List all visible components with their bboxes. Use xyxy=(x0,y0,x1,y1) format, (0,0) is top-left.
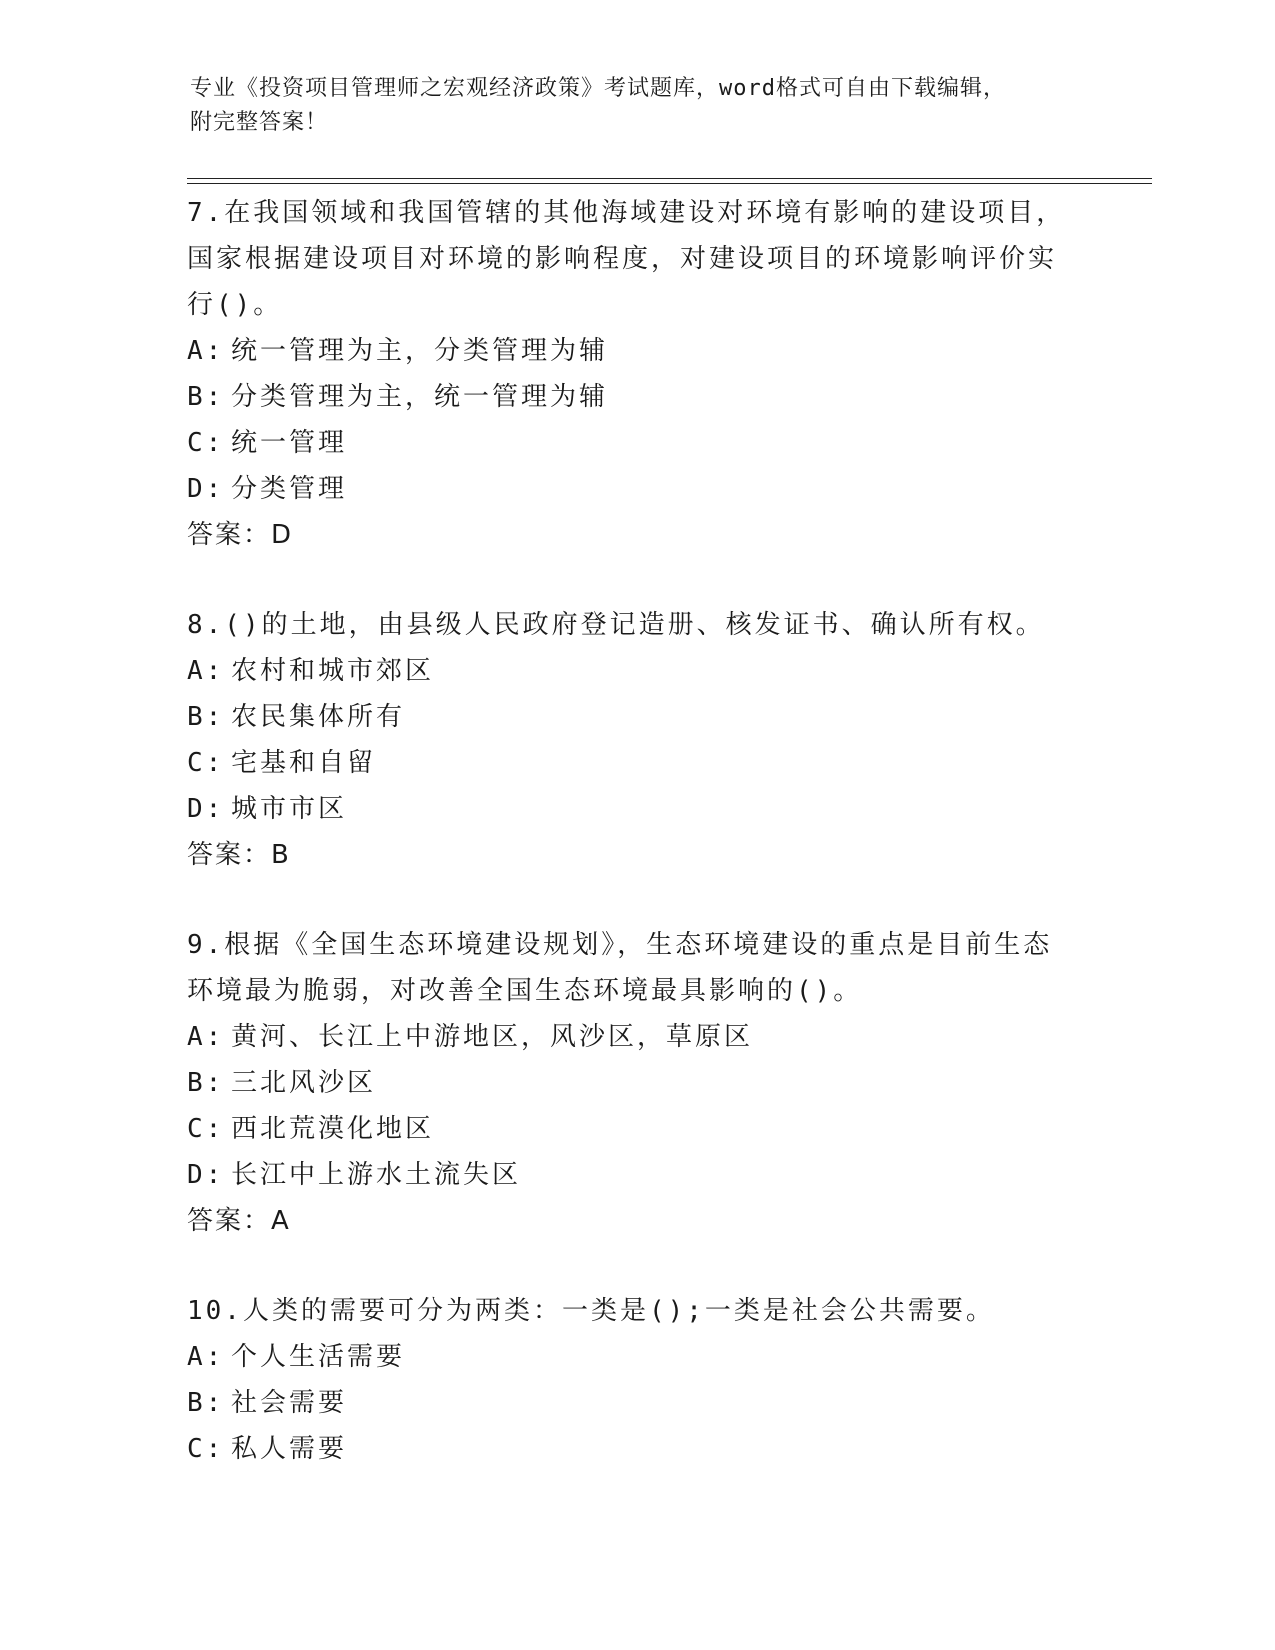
option-text: 黄河、长江上中游地区，风沙区，草原区 xyxy=(231,1022,754,1052)
question-stem-line: 行()。 xyxy=(187,290,283,320)
option-b xyxy=(187,1060,1067,1106)
option-a xyxy=(187,1334,1067,1380)
answer-line: 答案：B xyxy=(187,840,291,870)
question-9 xyxy=(187,922,1067,1244)
header-divider-bottom xyxy=(187,183,1152,184)
option-letter: D: xyxy=(187,794,225,824)
option-text: 三北风沙区 xyxy=(231,1068,377,1098)
answer-line: 答案：D xyxy=(187,520,294,550)
answer-line: 答案：A xyxy=(187,1206,291,1236)
header-line-2: 附完整答案！ xyxy=(190,110,329,135)
option-text: 分类管理为主，统一管理为辅 xyxy=(231,382,609,412)
option-letter: C: xyxy=(187,1114,225,1144)
header-divider-top xyxy=(187,178,1152,179)
question-stem-line: 9.根据《全国生态环境建设规划》，生态环境建设的重点是目前生态 xyxy=(187,930,1053,960)
option-text: 城市市区 xyxy=(231,794,348,824)
option-text: 农民集体所有 xyxy=(231,702,406,732)
option-letter: D: xyxy=(187,474,225,504)
option-letter: B: xyxy=(187,702,225,732)
question-list xyxy=(187,190,1067,1516)
header-note xyxy=(190,72,1070,140)
question-stem-line: 8.()的土地，由县级人民政府登记造册、核发证书、确认所有权。 xyxy=(187,610,1045,640)
option-text: 私人需要 xyxy=(231,1434,348,1464)
option-text: 长江中上游水土流失区 xyxy=(231,1160,522,1190)
option-b xyxy=(187,1380,1067,1426)
option-letter: B: xyxy=(187,382,225,412)
option-letter: B: xyxy=(187,1068,225,1098)
option-c xyxy=(187,1426,1067,1472)
option-text: 宅基和自留 xyxy=(231,748,377,778)
option-text: 西北荒漠化地区 xyxy=(231,1114,435,1144)
option-d xyxy=(187,466,1067,512)
option-text: 社会需要 xyxy=(231,1388,348,1418)
option-c xyxy=(187,740,1067,786)
option-d xyxy=(187,786,1067,832)
option-text: 统一管理 xyxy=(231,428,348,458)
question-stem-line: 10.人类的需要可分为两类：一类是();一类是社会公共需要。 xyxy=(187,1296,995,1326)
option-letter: D: xyxy=(187,1160,225,1190)
option-text: 分类管理 xyxy=(231,474,348,504)
option-letter: A: xyxy=(187,1342,225,1372)
option-letter: A: xyxy=(187,656,225,686)
option-letter: C: xyxy=(187,748,225,778)
option-letter: C: xyxy=(187,1434,225,1464)
option-text: 农村和城市郊区 xyxy=(231,656,435,686)
option-c xyxy=(187,1106,1067,1152)
option-letter: C: xyxy=(187,428,225,458)
header-line-1: 专业《投资项目管理师之宏观经济政策》考试题库，word格式可自由下载编辑， xyxy=(190,76,1006,101)
question-stem-line: 7.在我国领域和我国管辖的其他海域建设对环境有影响的建设项目， xyxy=(187,198,1066,228)
question-8 xyxy=(187,602,1067,878)
option-b xyxy=(187,374,1067,420)
option-letter: B: xyxy=(187,1388,225,1418)
option-text: 统一管理为主，分类管理为辅 xyxy=(231,336,609,366)
option-a xyxy=(187,328,1067,374)
option-a xyxy=(187,648,1067,694)
question-stem-line: 环境最为脆弱，对改善全国生态环境最具影响的()。 xyxy=(187,976,863,1006)
option-text: 个人生活需要 xyxy=(231,1342,406,1372)
question-10 xyxy=(187,1288,1067,1472)
option-d xyxy=(187,1152,1067,1198)
question-stem-line: 国家根据建设项目对环境的影响程度，对建设项目的环境影响评价实 xyxy=(187,244,1058,274)
option-b xyxy=(187,694,1067,740)
option-a xyxy=(187,1014,1067,1060)
question-7 xyxy=(187,190,1067,558)
option-letter: A: xyxy=(187,1022,225,1052)
option-c xyxy=(187,420,1067,466)
option-letter: A: xyxy=(187,336,225,366)
